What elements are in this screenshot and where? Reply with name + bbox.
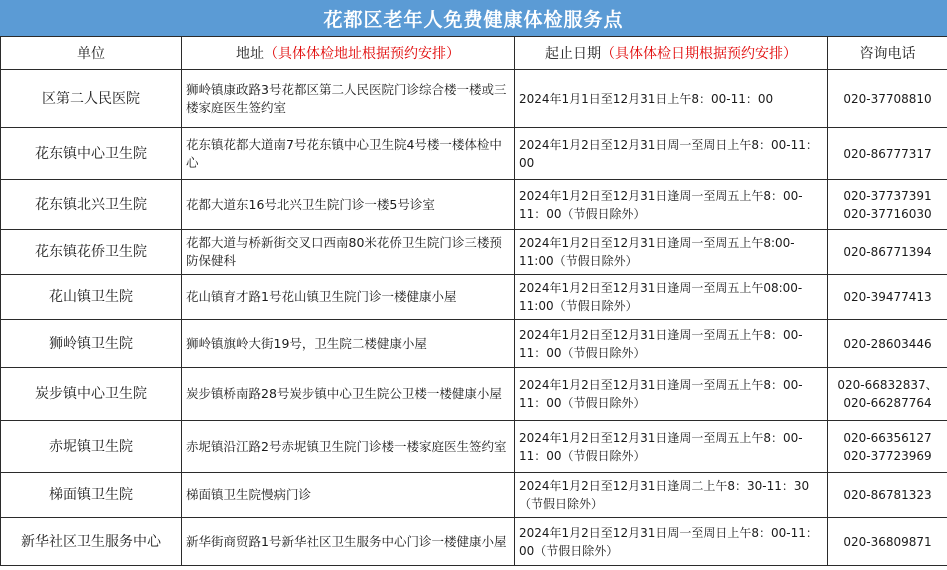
phone-number: 020-39477413	[843, 290, 932, 304]
date-cell: 2024年1月2日至12月31日逢周二上午8：30-11：30（节假日除外）	[515, 473, 828, 518]
table-row	[1, 128, 947, 180]
phone-number: 020-28603446	[843, 336, 932, 351]
address-cell: 狮岭镇旗岭大街19号，卫生院二楼健康小屋	[182, 320, 515, 368]
phone-cell	[828, 518, 947, 566]
phone-number: 020-37716030	[843, 206, 932, 221]
address-cell: 狮岭镇康政路3号花都区第二人民医院门诊综合楼一楼或三楼家庭医生签约室	[182, 70, 515, 128]
phone-number: 020-86771394	[843, 245, 932, 259]
table-row	[1, 180, 947, 230]
table-row	[1, 320, 947, 368]
phone-number: 020-37708810	[843, 91, 932, 106]
address-cell: 花都大道东16号北兴卫生院门诊一楼5号诊室	[182, 180, 515, 230]
date-cell: 2024年1月2日至12月31日逢周一至周五上午8：00-11：00（节假日除外）	[515, 368, 828, 421]
date-cell: 2024年1月2日至12月31日逢周一至周五上午8：00-11：00（节假日除外）	[515, 320, 828, 368]
table-row	[1, 518, 947, 566]
address-cell: 新华街商贸路1号新华社区卫生服务中心门诊一楼健康小屋	[182, 518, 515, 566]
phone-number: 020-37723969	[843, 448, 932, 463]
unit-cell: 狮岭镇卫生院	[1, 320, 182, 368]
phone-cell	[828, 473, 947, 518]
table-row	[1, 368, 947, 421]
phone-number: 020-66356127	[843, 430, 932, 445]
table-row	[1, 275, 947, 320]
table-row	[1, 473, 947, 518]
phone-cell	[828, 70, 947, 128]
address-cell: 炭步镇桥南路28号炭步镇中心卫生院公卫楼一楼健康小屋	[182, 368, 515, 421]
address-cell: 梯面镇卫生院慢病门诊	[182, 473, 515, 518]
unit-cell: 花东镇花侨卫生院	[1, 230, 182, 275]
page-title: 花都区老年人免费健康体检服务点	[0, 0, 947, 37]
phone-number: 020-86777317	[843, 146, 932, 161]
header-unit: 单位	[1, 37, 182, 70]
phone-cell	[828, 180, 947, 230]
address-cell: 赤坭镇沿江路2号赤坭镇卫生院门诊楼一楼家庭医生签约室	[182, 421, 515, 473]
date-cell: 2024年1月1日至12月31日上午8：00-11：00	[515, 70, 828, 128]
phone-number: 020-36809871	[843, 534, 932, 549]
header-address-label: 地址	[236, 46, 264, 62]
unit-cell: 花东镇北兴卫生院	[1, 180, 182, 230]
unit-cell: 花山镇卫生院	[1, 275, 182, 320]
unit-cell: 梯面镇卫生院	[1, 473, 182, 518]
phone-number: 020-37737391	[843, 188, 932, 203]
header-date-note: （具体体检日期根据预约安排）	[601, 46, 797, 62]
header-address-note: （具体体检地址根据预约安排）	[264, 46, 460, 62]
address-cell: 花东镇花都大道南7号花东镇中心卫生院4号楼一楼体检中心	[182, 128, 515, 180]
address-cell: 花山镇育才路1号花山镇卫生院门诊一楼健康小屋	[182, 275, 515, 320]
header-address	[182, 37, 515, 70]
unit-cell: 赤坭镇卫生院	[1, 421, 182, 473]
table-row	[1, 421, 947, 473]
phone-number: 020-86781323	[843, 488, 932, 502]
phone-cell	[828, 421, 947, 473]
unit-cell: 炭步镇中心卫生院	[1, 368, 182, 421]
phone-cell	[828, 230, 947, 275]
date-cell: 2024年1月2日至12月31日周一至周日上午8：00-11：00（节假日除外）	[515, 518, 828, 566]
phone-cell	[828, 368, 947, 421]
phone-cell	[828, 320, 947, 368]
service-points-table	[0, 36, 947, 566]
date-cell: 2024年1月2日至12月31日逢周一至周五上午8：00-11：00（节假日除外）	[515, 421, 828, 473]
date-cell: 2024年1月2日至12月31日周一至周日上午8：00-11：00	[515, 128, 828, 180]
phone-number: 020-66832837、	[837, 378, 938, 392]
table-row	[1, 230, 947, 275]
table-header-row	[1, 37, 947, 70]
table-row	[1, 70, 947, 128]
address-cell: 花都大道与桥新街交叉口西南80米花侨卫生院门诊三楼预防保健科	[182, 230, 515, 275]
unit-cell: 花东镇中心卫生院	[1, 128, 182, 180]
header-date	[515, 37, 828, 70]
unit-cell: 区第二人民医院	[1, 70, 182, 128]
header-phone: 咨询电话	[828, 37, 947, 70]
phone-cell	[828, 128, 947, 180]
date-cell: 2024年1月2日至12月31日逢周一至周五上午8:00-11:00（节假日除外）	[515, 230, 828, 275]
date-cell: 2024年1月2日至12月31日逢周一至周五上午8：00-11：00（节假日除外）	[515, 180, 828, 230]
unit-cell: 新华社区卫生服务中心	[1, 518, 182, 566]
phone-number: 020-66287764	[843, 396, 932, 410]
date-cell: 2024年1月2日至12月31日逢周一至周五上午08:00-11:00（节假日除外）	[515, 275, 828, 320]
phone-cell	[828, 275, 947, 320]
header-date-label: 起止日期	[545, 46, 601, 62]
